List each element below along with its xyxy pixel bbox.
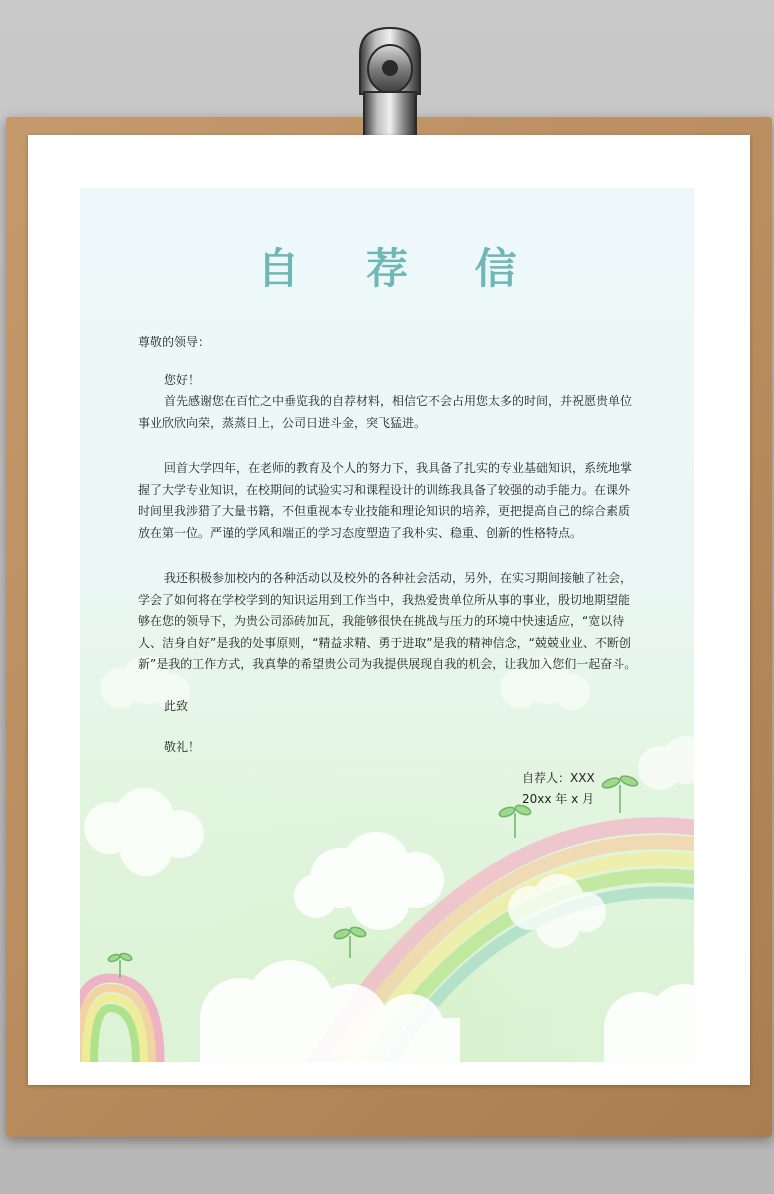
salutation: 尊敬的领导：	[138, 335, 211, 349]
closing-line-2: 敬礼！	[164, 740, 201, 754]
paragraph-1: 首先感谢您在百忙之中垂览我的自荐材料，相信它不会占用您太多的时间，并祝愿贵单位事业欣欣向荣，蒸蒸日上，公司日进斗金，突飞猛进。	[138, 394, 633, 430]
signer-name: 自荐人：XXX	[522, 771, 595, 785]
page-title: 自 荐 信	[257, 244, 543, 293]
letter-body	[138, 332, 638, 759]
signature-block	[522, 768, 595, 810]
letter-date: 20xx 年 x 月	[522, 792, 595, 806]
paragraph-2: 回首大学四年，在老师的教育及个人的努力下，我具备了扎实的专业基础知识，系统地掌握了大学专业知识，在校期间的试验实习和课程设计的训练我具备了较强的动手能力。在课外时间里我涉猎了大量书籍，不但重视本专业技能和理论知识的培养，更把提高自己的综合素质放在第一位。严谨的学风和端正的学习态度塑造了我朴实、稳重、创新的性格特点。	[138, 461, 633, 540]
paragraph-3: 我还积极参加校内的各种活动以及校外的各种社会活动，另外，在实习期间接触了社会，学会了如何将在学校学到的知识运用到工作当中，我热爱贵单位所从事的事业，殷切地期望能够在您的领导下，为贵公司添砖加瓦，我能够很快在挑战与压力的环境中快速适应，“宽以待人、洁身自好”是我的处事原则，“精益求精、勇于进取”是我的精神信念，“兢兢业业、不断创新”是我的工作方式，我真挚的希望贵公司为我提供展现自我的机会，让我加入您们一起奋斗。	[138, 571, 637, 671]
closing-line-1: 此致	[164, 698, 189, 713]
greeting: 您好！	[164, 372, 201, 387]
